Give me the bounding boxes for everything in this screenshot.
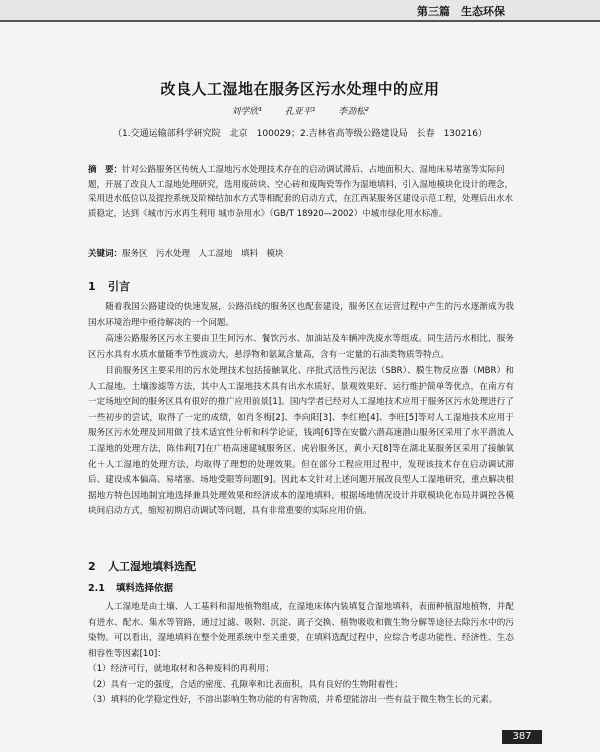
abstract xyxy=(88,163,513,221)
author-name: 李劲松² xyxy=(338,107,369,117)
abstract-label: 摘 要： xyxy=(88,165,123,175)
section-title: 引言 xyxy=(108,280,130,293)
keywords-text: 服务区 污水处理 人工湿地 填料 模块 xyxy=(122,249,284,259)
running-header xyxy=(0,0,600,22)
list-item: （3）填料的化学稳定性好，不溶出影响生物功能的有害物质，并希望能溶出一些有益于微生物生长的元素。 xyxy=(88,695,498,706)
subsection-heading xyxy=(88,580,173,594)
keywords xyxy=(88,247,513,259)
page-number: 387 xyxy=(502,730,542,744)
section-heading xyxy=(88,558,196,574)
subsection-number: 2.1 xyxy=(88,583,105,594)
affiliation: （1.交通运输部科学研究院 北京 100029；2.吉林省高等级公路建设局 长春 130216） xyxy=(113,129,487,139)
requirement-list xyxy=(88,662,514,709)
body-paragraph: 高速公路服务区污水主要由卫生间污水、餐饮污水、加油站及车辆冲洗废水等组成。同生活污水相比，服务区污水具有水质水量随季节性波动大，悬浮物和氨氮含量高，含有一定量的石油类物质等特点。 xyxy=(88,334,514,360)
body-paragraph: 目前服务区主要采用的污水处理技术包括接触氧化、序批式活性污泥法（SBR）、膜生物反应器（MBR）和人工湿地、土壤渗滤等方法，其中人工湿地技术具有出水水质好、景观效果好、运行维护简单等优点，在南方有一定场地空间的服务区具有很好的推广应用前景[1]。国内学者已经对人工湿地技术应用于服务区污水处理进行了一些初步的尝试，取得了一定的成绩，如肖冬梅[2]、李向阳[3]、李红艳[4]、李旺[5]等对人工湿地技术应用于服务区污水处理及回用做了技术适宜性分析和科学论证，钱鸿[6]等在安徽六潜高速潜山服务区采用了水平潜流人工湿地的处理方法，陈伟莉[7]在广梧高速建城服务区、虎岩服务区，黄小天[8]等在湖北某服务区采用了接触氧化＋人工湿地的处理方法，均取得了理想的处理效果。但在部分工程应用过程中，发现该技术存在启动调试滞后、建设成本偏高、易堵塞、场地受限等问题[9]。因此本文针对上述问题开展改良型人工湿地研究，重点解决根据地方特色因地制宜地选择兼具处理效果和经济成本的湿地填料，根据场地情况设计并联模块化布局并调控各模块间启动方式，缩短初期启动调试等问题，具有非常重要的实际应用价值。 xyxy=(88,366,514,517)
list-item: （1）经济可行，就地取材和各种废料的再利用； xyxy=(88,664,274,674)
author-name: 孔亚平¹ xyxy=(284,107,316,117)
section-label: 第三篇 生态环保 xyxy=(417,5,505,18)
keywords-label: 关键词： xyxy=(88,249,123,259)
section-number: 1 xyxy=(88,280,96,293)
section-title: 人工湿地填料选配 xyxy=(108,560,196,573)
author-list xyxy=(0,104,600,117)
subsection-title: 填料选择依据 xyxy=(116,583,174,594)
paper-title: 改良人工湿地在服务区污水处理中的应用 xyxy=(160,80,440,98)
abstract-text: 针对公路服务区传统人工湿地污水处理技术存在的启动调试滞后、占地面积大、湿地床易堵塞等实际问题，开展了改良人工湿地处理研究，选用废砖块、空心砖和废陶瓷等作为湿地填料，引入湿地模块化设计的理念，采用进水低位以及提控系统及阶梯结加水方式等相配套的启动方式，在江西某服务区建设示范工程，处理后出水水质稳定，达到《城市污水再生利用 城市杂用水》（GB/T 18920—2002）中城市绿化用水标准。 xyxy=(88,165,514,219)
list-item: （2）具有一定的强度，合适的密度、孔隙率和比表面积，具有良好的生物附着性； xyxy=(88,679,403,690)
section-heading xyxy=(88,278,130,294)
section-number: 2 xyxy=(88,560,96,573)
body-paragraph: 随着我国公路建设的快速发展，公路沿线的服务区也配套建设，服务区在运营过程中产生的污水逐渐成为我国水环境治理中亟待解决的一个问题。 xyxy=(88,302,514,328)
author-name: 刘学欣¹ xyxy=(231,107,262,117)
body-paragraph: 人工湿地是由土壤、人工基料和湿地植物组成，在湿地床体内装填复合湿地填料，表面种植湿地植物，并配有进水、配水、集水等管路，通过过滤、吸附、沉淀、离子交换、植物吸收和微生物分解等途径去除污水中的污染物。可以看出，湿地填料在整个处理系统中至关重要，在填料选配过程中，应综合考虑功能性、经济性、生态相容性等因素[10]： xyxy=(88,602,514,659)
